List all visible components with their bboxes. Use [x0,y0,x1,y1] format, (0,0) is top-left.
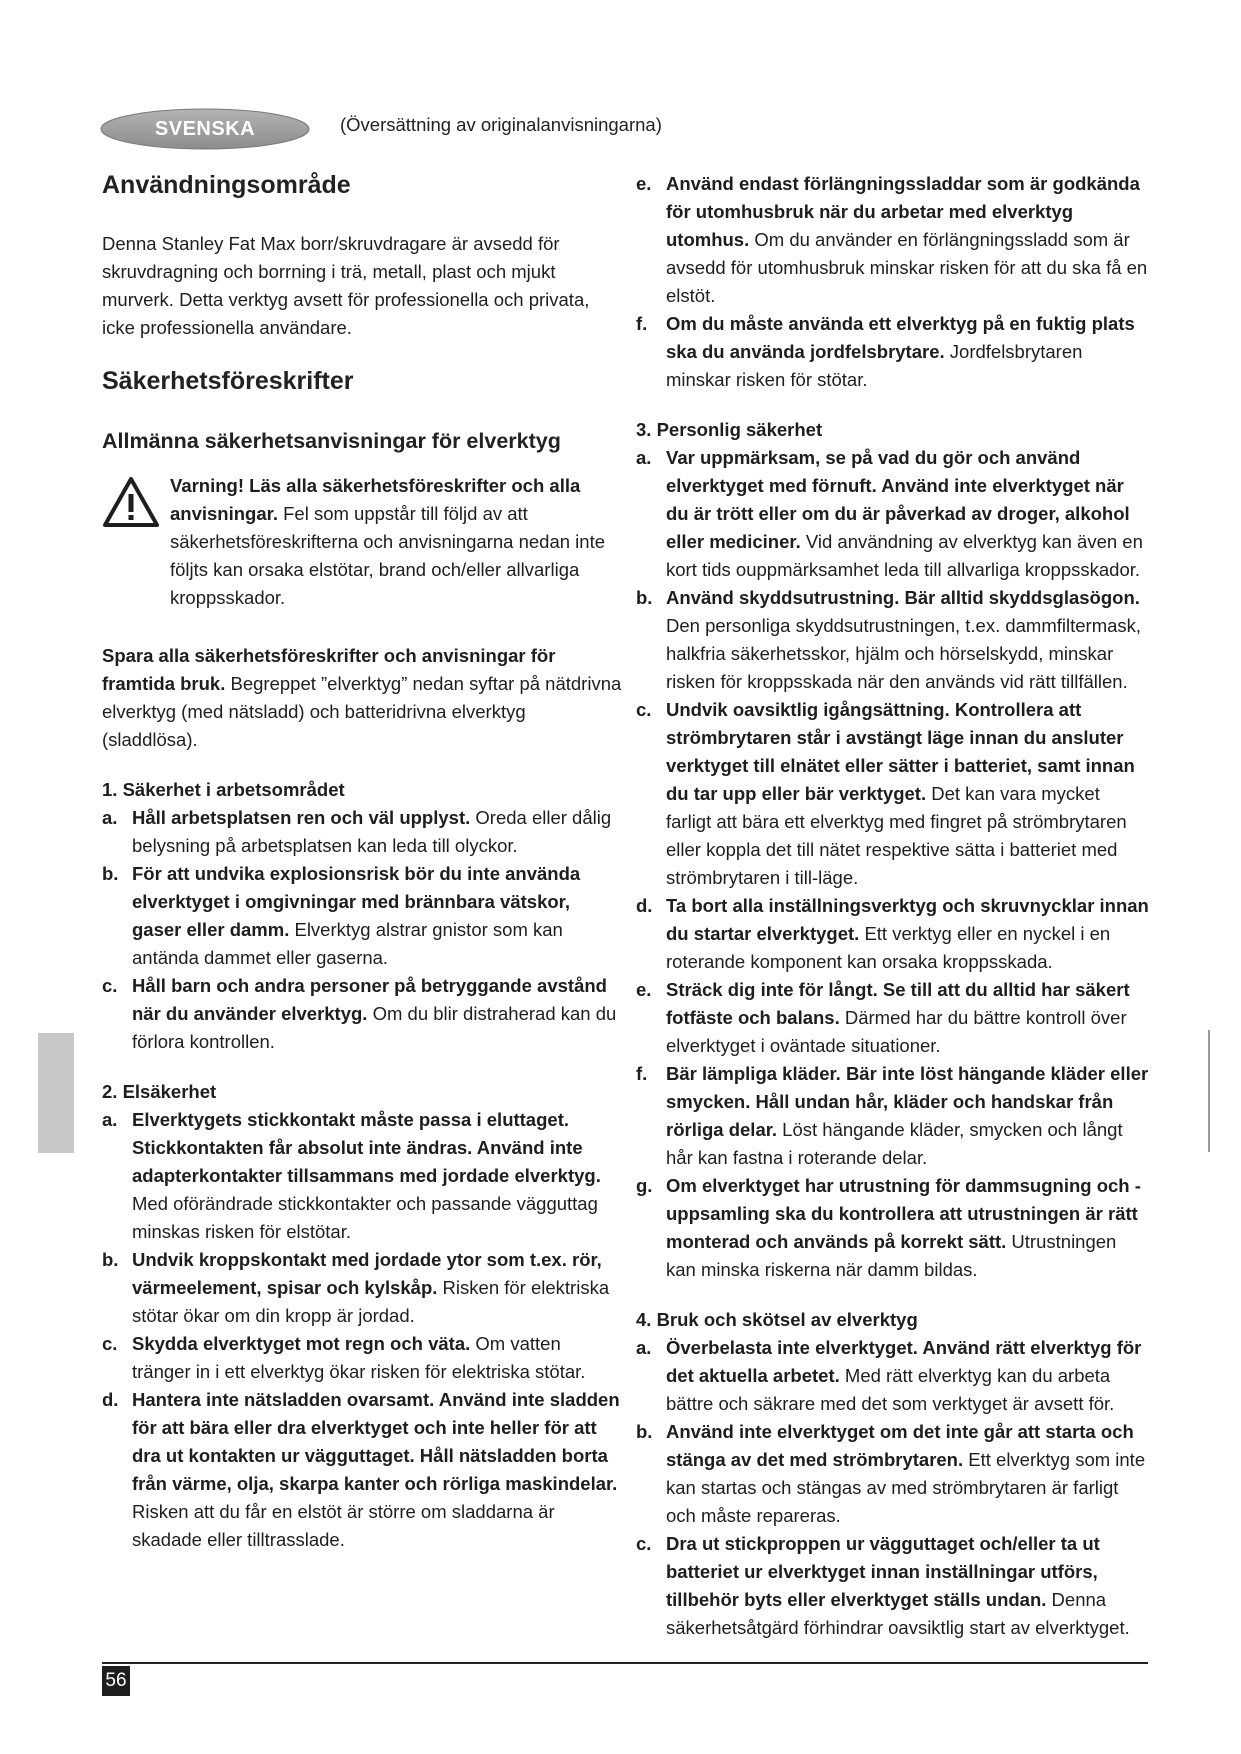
list-item-text: Löst hängande kläder, smycken och långt hår kan fastna i roterande delar. [666,1119,1123,1168]
warning-text [170,472,622,612]
list-item-text: Med rätt elverktyg kan du arbeta bättre och säkrare med det som verktyget är avsett för. [666,1365,1115,1414]
list-item-text: Därmed har du bättre kontroll över elverktyget i oväntade situationer. [666,1007,1127,1056]
list-item [102,1386,622,1554]
general-safety-title: Allmänna säkerhetsanvisningar för elverktyg [102,429,561,453]
list-item-bold: Hantera inte nätsladden ovarsamt. Använd inte sladden för att bära eller dra elverktyget och inte heller för att dra ut kontakten ur vägguttaget. Håll nätsladden borta från värme, olja, skarpa kanter och rörliga maskindelar. [132,1389,620,1494]
list-item [636,444,1150,584]
usage-title: Användningsområde [102,171,351,199]
list-item [102,1246,622,1330]
right-column [636,170,1150,1642]
section-4-list [636,1334,1150,1642]
list-item-text: Risken för elektriska stötar ökar om din kropp är jordad. [132,1277,610,1326]
list-item [102,1106,622,1246]
list-item-letter: b. [636,1421,653,1442]
footer-rule [102,1662,1148,1664]
list-item-letter: d. [102,1389,119,1410]
list-item-bold: Var uppmärksam, se på vad du gör och använd elverktyget med förnuft. Använd inte elverktyget när du är trött eller om du är påverkad av droger, alkohol eller mediciner. [666,447,1130,552]
list-item-letter: b. [102,863,119,884]
list-item-letter: b. [102,1249,119,1270]
section-2-title: 2. Elsäkerhet [102,1081,217,1102]
list-item [102,804,622,860]
language-label: SVENSKA [154,118,256,140]
list-item-text: Ett elverktyg som inte kan startas och stängas av med strömbrytaren är farligt och måste repareras. [666,1449,1146,1526]
list-item-text: Utrustningen kan minska riskerna när damm bildas. [666,1231,1117,1280]
list-item-bold: Undvik oavsiktlig igångsättning. Kontrollera att strömbrytaren står i avstängt läge innan du ansluter verktyget till elnätet eller sätter i batteriet, samt innan du tar upp eller bär verktyget. [666,699,1135,804]
usage-text: Denna Stanley Fat Max borr/skruvdragare är avsedd för skruvdragning och borrning i trä, metall, plast och mjukt murverk. Detta verktyg avsett för professionella och privata, icke professionella användare. [102,233,590,338]
list-item-text: Oreda eller dålig belysning på arbetsplatsen kan leda till olyckor. [132,807,612,856]
list-item-letter: f. [636,1063,648,1084]
list-item-text: Med oförändrade stickkontakter och passande vägguttag minskas risken för elstötar. [132,1193,598,1242]
list-item-text: Denna säkerhetsåtgärd förhindrar oavsiktlig start av elverktyget. [666,1589,1130,1638]
list-item-bold: Ta bort alla inställningsverktyg och skruvnycklar innan du startar elverktyget. [666,895,1149,944]
list-item-text: Om vatten tränger in i ett elverktyg ökar risken för elektriska stötar. [132,1333,586,1382]
list-item-bold: Dra ut stickproppen ur vägguttaget och/eller ta ut batteriet ur elverktyget innan inställningar utförs, tillbehör byts eller elverktyget ställs undan. [666,1533,1100,1610]
list-item [636,696,1150,892]
list-item [102,1330,622,1386]
list-item-bold: Om elverktyget har utrustning för dammsugning och -uppsamling ska du kontrollera att utrustningen är rätt monterad och används på korrekt sätt. [666,1175,1141,1252]
list-item [636,1172,1150,1284]
list-item-text: Elverktyg alstrar gnistor som kan antända dammet eller gaserna. [132,919,563,968]
list-item-letter: a. [636,447,652,468]
list-item-letter: c. [102,975,118,996]
edge-mark [1208,1030,1210,1152]
list-item-text: Jordfelsbrytaren minskar risken för stötar. [666,341,1083,390]
list-item-text: Det kan vara mycket farligt att bära ett elverktyg med fingret på strömbrytaren eller koppla det till nätet respektive sätta i batteriet med strömbrytaren i till-läge. [666,783,1127,888]
list-item-letter: e. [636,979,652,1000]
warning-triangle-icon [102,476,160,528]
warning-bold: Varning! Läs alla säkerhetsföreskrifter och alla anvisningar. [170,475,581,524]
section-3-title: 3. Personlig säkerhet [636,419,823,440]
list-item-letter: c. [102,1333,118,1354]
list-item-letter: c. [636,1533,652,1554]
list-item-bold: Undvik kroppskontakt med jordade ytor som t.ex. rör, värmeelement, spisar och kylskåp. [132,1249,602,1298]
list-item-bold: Bär lämpliga kläder. Bär inte löst hängande kläder eller smycken. Håll undan hår, kläder och handskar från rörliga delar. [666,1063,1149,1140]
list-item-text: Risken att du får en elstöt är större om sladdarna är skadade eller tilltrasslade. [132,1501,555,1550]
section-2-continued-list [636,170,1150,394]
list-item [636,584,1150,696]
list-item [636,892,1150,976]
list-item [636,1334,1150,1418]
list-item-bold: Sträck dig inte för långt. Se till att du alltid har säkert fotfäste och balans. [666,979,1130,1028]
list-item-bold: För att undvika explosionsrisk bör du inte använda elverktyget i omgivningar med brännbara vätskor, gaser eller damm. [132,863,581,940]
list-item-bold: Håll arbetsplatsen ren och väl upplyst. [132,807,471,828]
list-item-bold: Om du måste använda ett elverktyg på en fuktig plats ska du använda jordfelsbrytare. [666,313,1135,362]
list-item-bold: Använd endast förlängningssladdar som är godkända för utomhusbruk när du arbetar med elverktyg utomhus. [666,173,1140,250]
list-item [102,860,622,972]
save-instructions [102,642,622,754]
list-item-bold: Använd inte elverktyget om det inte går att starta och stänga av det med strömbrytaren. [666,1421,1134,1470]
save-bold: Spara alla säkerhetsföreskrifter och anvisningar för framtida bruk. [102,645,556,694]
save-body: Begreppet ”elverktyg” nedan syftar på nätdrivna elverktyg (med nätsladd) och batteridrivna elverktyg (sladdlösa). [102,673,622,750]
list-item-bold: Använd skyddsutrustning. Bär alltid skyddsglasögon. [666,587,1140,608]
warning-body: Fel som uppstår till följd av att säkerhetsföreskrifterna och anvisningarna nedan inte följts kan orsaka elstötar, brand och/eller allvarliga kroppsskador. [170,503,606,608]
list-item-bold: Skydda elverktyget mot regn och väta. [132,1333,471,1354]
warning-block [102,472,622,612]
list-item [636,1418,1150,1530]
list-item-letter: f. [636,313,648,334]
page-number: 56 [102,1666,130,1696]
list-item-letter: c. [636,699,652,720]
list-item [636,1530,1150,1642]
list-item-bold: Elverktygets stickkontakt måste passa i eluttaget. Stickkontakten får absolut inte ändras. Använd inte adapterkontakter tillsammans med jordade elverktyg. [132,1109,601,1186]
section-1-list [102,804,622,1056]
section-3-list [636,444,1150,1284]
list-item-bold: Överbelasta inte elverktyget. Använd rätt elverktyg för det aktuella arbetet. [666,1337,1142,1386]
list-item-letter: g. [636,1175,653,1196]
section-1-title: 1. Säkerhet i arbetsområdet [102,779,345,800]
list-item-letter: b. [636,587,653,608]
list-item-letter: e. [636,173,652,194]
left-column [102,170,622,1554]
list-item-text: Den personliga skyddsutrustningen, t.ex. dammfiltermask, halkfria säkerhetsskor, hjälm och hörselskydd, minskar risken för kroppsskada när den används vid rätt tillfällen. [666,615,1142,692]
list-item-letter: a. [102,1109,118,1130]
list-item-letter: d. [636,895,653,916]
section-2-list [102,1106,622,1554]
list-item-text: Vid användning av elverktyg kan även en kort tids ouppmärksamhet leda till allvarliga kroppsskador. [666,531,1143,580]
safety-title: Säkerhetsföreskrifter [102,367,354,395]
list-item [636,1060,1150,1172]
list-item [636,976,1150,1060]
list-item-text: Om du blir distraherad kan du förlora kontrollen. [132,1003,617,1052]
list-item-text: Ett verktyg eller en nyckel i en roterande komponent kan orsaka kroppsskada. [666,923,1111,972]
header-subtitle: (Översättning av originalanvisningarna) [340,114,662,135]
list-item [636,310,1150,394]
section-4-title: 4. Bruk och skötsel av elverktyg [636,1309,918,1330]
list-item-bold: Håll barn och andra personer på betryggande avstånd när du använder elverktyg. [132,975,607,1024]
list-item-letter: a. [102,807,118,828]
list-item [102,972,622,1056]
side-tab-marker [38,1033,74,1153]
list-item-letter: a. [636,1337,652,1358]
list-item-text: Om du använder en förlängningssladd som är avsedd för utomhusbruk minskar risken för att du ska få en elstöt. [666,229,1148,306]
list-item [636,170,1150,310]
